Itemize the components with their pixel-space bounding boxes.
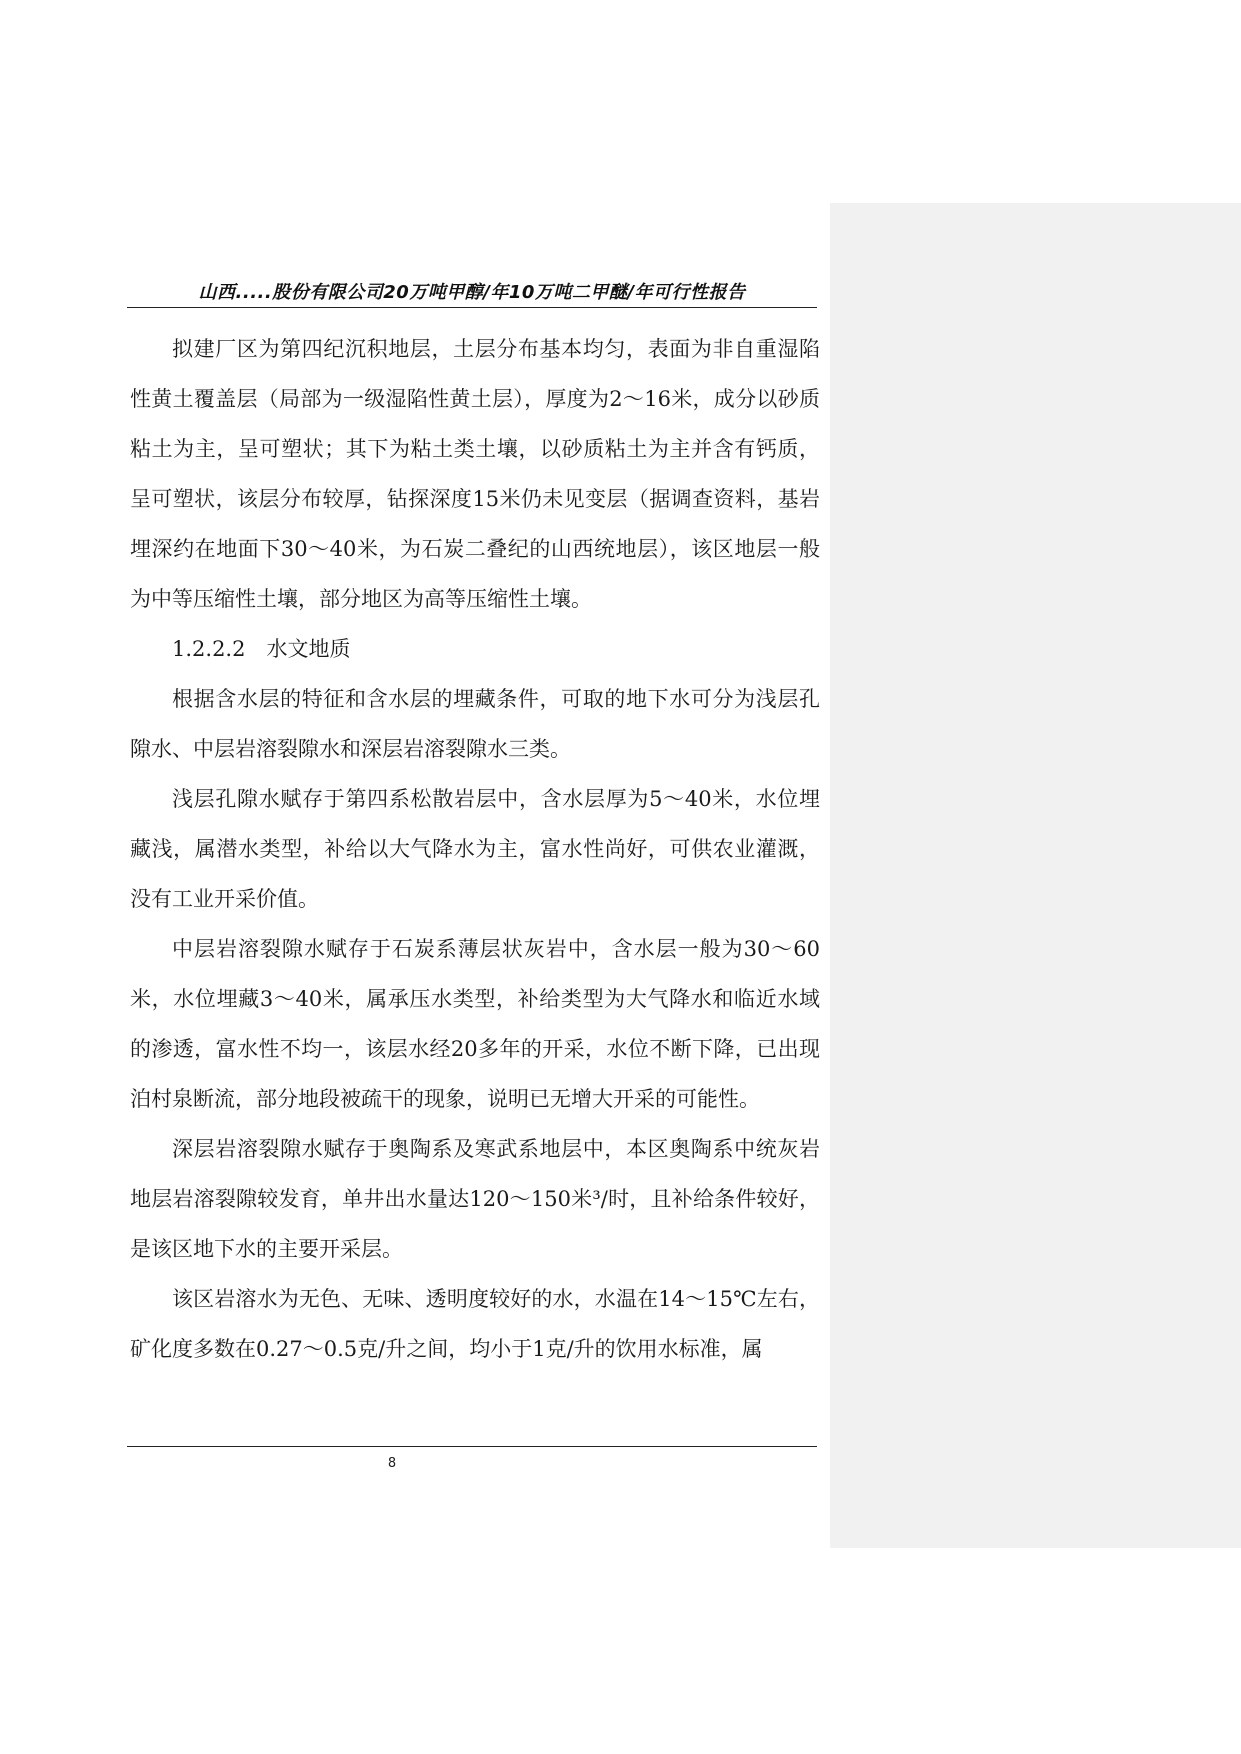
paragraph-water-quality: 该区岩溶水为无色、无味、透明度较好的水，水温在14～15℃左右，矿化度多数在0.27～0.5克/升之间，均小于1克/升的饮用水标准，属 — [130, 1287, 820, 1361]
header-divider — [127, 307, 817, 308]
paragraph-geology: 拟建厂区为第四纪沉积地层，土层分布基本均匀，表面为非自重湿陷性黄土覆盖层（局部为一级湿陷性黄土层），厚度为2～16米，成分以砂质粘土为主，呈可塑状；其下为粘土类土壤，以砂质粘土为主并含有钙质，呈可塑状，该层分布较厚，钻探深度15米仍未见变层（据调查资料，基岩埋深约在地面下30～40米，为石炭二叠纪的山西统地层），该区地层一般为中等压缩性土壤，部分地区为高等压缩性土壤。 — [130, 337, 820, 611]
footer-divider — [127, 1446, 817, 1447]
document-body — [130, 324, 820, 1374]
paragraph-aquifer-types: 根据含水层的特征和含水层的埋藏条件，可取的地下水可分为浅层孔隙水、中层岩溶裂隙水和深层岩溶裂隙水三类。 — [130, 687, 820, 761]
paragraph-deep-karst-water: 深层岩溶裂隙水赋存于奥陶系及寒武系地层中，本区奥陶系中统灰岩地层岩溶裂隙较发育，单井出水量达120～150米³/时，且补给条件较好，是该区地下水的主要开采层。 — [130, 1137, 820, 1261]
document-header: 山西.....股份有限公司20万吨甲醇/年10万吨二甲醚/年可行性报告 — [198, 282, 746, 303]
paragraph-shallow-pore-water: 浅层孔隙水赋存于第四系松散岩层中，含水层厚为5～40米，水位埋藏浅，属潜水类型，补给以大气降水为主，富水性尚好，可供农业灌溉，没有工业开采价值。 — [130, 787, 820, 911]
comment-pane — [830, 203, 1241, 1548]
section-heading-hydrogeology: 1.2.2.2 水文地质 — [172, 637, 351, 661]
page-number: 8 — [387, 1456, 397, 1471]
paragraph-middle-karst-water: 中层岩溶裂隙水赋存于石炭系薄层状灰岩中，含水层一般为30～60米，水位埋藏3～40米，属承压水类型，补给类型为大气降水和临近水域的渗透，富水性不均一，该层水经20多年的开采，水位不断下降，已出现泊村泉断流，部分地段被疏干的现象，说明已无增大开采的可能性。 — [130, 937, 820, 1111]
